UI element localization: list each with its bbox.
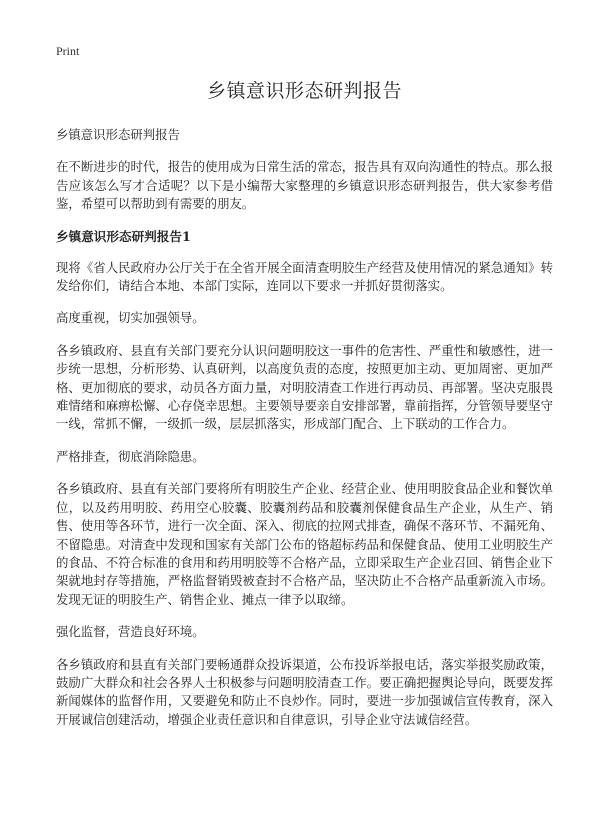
body-paragraph: 各乡镇政府、县直有关部门要充分认识问题明胶这一事件的危害性、严重性和敏感性，进一步统一思想，分析形势、认真研判，以高度负责的态度，按照更加主动、更加周密、更加严格、更加彻底的要求，动员各方面力量，对明胶清查工作进行再动员、再部署。坚决克服畏难情绪和麻痹松懈、心存侥幸思想。主要领导要亲自安排部署，靠前指挥，分管领导要坚守一线，常抓不懈，一级抓一级，层层抓落实，形成部门配合、上下联动的工作合力。 — [56, 342, 553, 432]
body-paragraph: 高度重视，切实加强领导。 — [56, 310, 205, 326]
body-paragraph: 各乡镇政府和县直有关部门要畅通群众投诉渠道，公布投诉举报电话，落实举报奖励政策，鼓励广大群众和社会各界人士积极参与问题明胶清查工作。要正确把握舆论导向，既要发挥新闻媒体的监督作用，又要避免和防止不良炒作。同时，要进一步加强诚信宣传教育，深入开展诚信创建活动，增强企业责任意识和自律意识，引导企业守法诚信经营。 — [56, 656, 553, 727]
intro-paragraph: 在不断进步的时代，报告的使用成为日常生活的常态，报告具有双向沟通性的特点。那么报告应该怎么写才合适呢？以下是小编帮大家整理的乡镇意识形态研判报告，供大家参考借鉴，希望可以帮助到有需要的朋友。 — [56, 159, 553, 212]
document-title: 乡镇意识形态研判报告 — [206, 80, 402, 102]
print-link[interactable]: Print — [56, 44, 80, 58]
body-paragraph: 严格排查，彻底消除隐患。 — [56, 448, 205, 464]
body-paragraph: 现将《省人民政府办公厅关于在全省开展全面清查明胶生产经营及使用情况的紧急通知》转发给你们，请结合本地、本部门实际，连同以下要求一并抓好贯彻落实。 — [56, 259, 553, 294]
document-body — [56, 76, 553, 743]
body-paragraph: 各乡镇政府、县直有关部门要将所有明胶生产企业、经营企业、使用明胶食品企业和餐饮单位，以及药用明胶、药用空心胶囊、胶囊剂药品和胶囊剂保健食品生产企业，从生产、销售、使用等各环节，进行一次全面、深入、彻底的拉网式排查，确保不落环节、不漏死角、不留隐患。对清查中发现和国家有关部门公布的铬超标药品和保健食品、使用工业明胶生产的食品、不符合标准的食用和药用明胶等不合格产品，立即采取生产企业召回、销售企业下架就地封存等措施，严格监督销毁被查封不合格产品，坚决防止不合格产品重新流入市场。发现无证的明胶生产、销售企业、摊点一律予以取缔。 — [56, 481, 553, 607]
document-subtitle: 乡镇意识形态研判报告 — [56, 127, 180, 142]
section-heading: 乡镇意识形态研判报告1 — [56, 228, 191, 244]
body-paragraph: 强化监督，营造良好环境。 — [56, 624, 205, 640]
